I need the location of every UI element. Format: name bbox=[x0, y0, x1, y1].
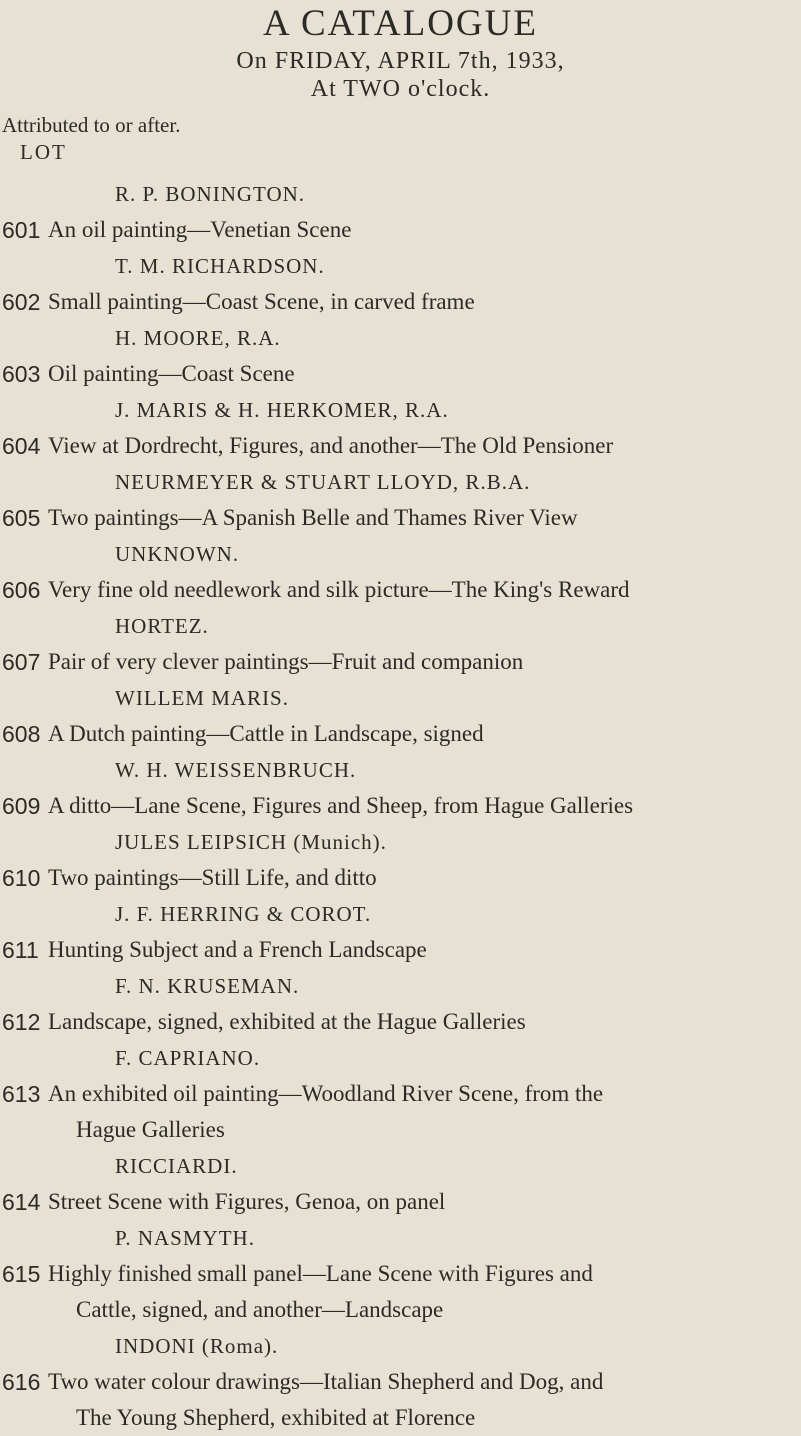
lot-entry bbox=[0, 1328, 801, 1436]
lot-number: 616 bbox=[2, 1369, 41, 1395]
lot-row bbox=[0, 1004, 801, 1040]
lot-number: 615 bbox=[2, 1261, 41, 1287]
lot-number: 602 bbox=[2, 289, 41, 315]
lot-list bbox=[0, 176, 801, 1436]
lot-column-header: LOT bbox=[20, 140, 67, 164]
lot-entry bbox=[0, 1148, 801, 1220]
lot-row bbox=[0, 428, 801, 464]
lot-artist: HORTEZ. bbox=[115, 614, 209, 638]
lot-row bbox=[0, 1184, 801, 1220]
lot-artist: J. F. HERRING & COROT. bbox=[115, 902, 372, 926]
lot-description: A ditto—Lane Scene, Figures and Sheep, from Hague Galleries bbox=[48, 793, 634, 818]
lot-row bbox=[0, 932, 801, 968]
lot-artist: R. P. BONINGTON. bbox=[115, 182, 306, 206]
lot-number: 601 bbox=[2, 217, 41, 243]
lot-row bbox=[0, 1364, 801, 1400]
lot-entry bbox=[0, 824, 801, 896]
lot-artist: INDONI (Roma). bbox=[115, 1334, 279, 1358]
lot-artist: RICCIARDI. bbox=[115, 1154, 238, 1178]
lot-entry bbox=[0, 608, 801, 680]
lot-artist: W. H. WEISSENBRUCH. bbox=[115, 758, 357, 782]
lot-description-continued: Cattle, signed, and another—Landscape bbox=[76, 1297, 444, 1322]
sale-date: On FRIDAY, APRIL 7th, 1933, bbox=[236, 48, 565, 74]
lot-artist: T. M. RICHARDSON. bbox=[115, 254, 325, 278]
lot-description: Street Scene with Figures, Genoa, on panel bbox=[48, 1189, 446, 1214]
lot-description: An exhibited oil painting—Woodland River Scene, from the bbox=[48, 1081, 604, 1106]
lot-description: Two water colour drawings—Italian Shepherd and Dog, and bbox=[48, 1369, 604, 1394]
lot-description: Landscape, signed, exhibited at the Hague Galleries bbox=[48, 1009, 526, 1034]
lot-description: An oil painting—Venetian Scene bbox=[48, 217, 352, 242]
lot-description: A Dutch painting—Cattle in Landscape, signed bbox=[48, 721, 484, 746]
lot-entry bbox=[0, 968, 801, 1040]
lot-number: 604 bbox=[2, 433, 41, 459]
attribution-note: Attributed to or after. bbox=[2, 113, 181, 137]
lot-entry bbox=[0, 1040, 801, 1148]
lot-number: 608 bbox=[2, 721, 41, 747]
lot-row bbox=[0, 500, 801, 536]
lot-description-continued: The Young Shepherd, exhibited at Florence bbox=[76, 1405, 476, 1430]
sale-time: At TWO o'clock. bbox=[310, 76, 491, 102]
lot-artist: NEURMEYER & STUART LLOYD, R.B.A. bbox=[115, 470, 531, 494]
lot-artist: WILLEM MARIS. bbox=[115, 686, 289, 710]
lot-description: Two paintings—A Spanish Belle and Thames River View bbox=[48, 505, 578, 530]
lot-entry bbox=[0, 392, 801, 464]
lot-entry bbox=[0, 176, 801, 248]
lot-entry bbox=[0, 320, 801, 392]
lot-artist: P. NASMYTH. bbox=[115, 1226, 255, 1250]
lot-row bbox=[0, 1256, 801, 1292]
lot-artist: F. CAPRIANO. bbox=[115, 1046, 261, 1070]
lot-row bbox=[0, 1076, 801, 1112]
lot-entry bbox=[0, 536, 801, 608]
lot-number: 613 bbox=[2, 1081, 41, 1107]
lot-artist: J. MARIS & H. HERKOMER, R.A. bbox=[115, 398, 449, 422]
lot-number: 605 bbox=[2, 505, 41, 531]
lot-description: Small painting—Coast Scene, in carved frame bbox=[48, 289, 475, 314]
lot-row bbox=[0, 716, 801, 752]
lot-artist: F. N. KRUSEMAN. bbox=[115, 974, 300, 998]
lot-row bbox=[0, 788, 801, 824]
catalogue-title: A CATALOGUE bbox=[263, 3, 538, 44]
lot-description: Hunting Subject and a French Landscape bbox=[48, 937, 427, 962]
lot-number: 606 bbox=[2, 577, 41, 603]
lot-number: 614 bbox=[2, 1189, 41, 1215]
lot-entry bbox=[0, 1220, 801, 1328]
lot-row bbox=[0, 284, 801, 320]
lot-entry bbox=[0, 896, 801, 968]
lot-description: Highly finished small panel—Lane Scene with Figures and bbox=[48, 1261, 593, 1286]
lot-row bbox=[0, 644, 801, 680]
lot-row bbox=[0, 212, 801, 248]
lot-number: 607 bbox=[2, 649, 41, 675]
lot-entry bbox=[0, 680, 801, 752]
lot-row bbox=[0, 356, 801, 392]
lot-description: Very fine old needlework and silk picture—The King's Reward bbox=[48, 577, 630, 602]
lot-description: Pair of very clever paintings—Fruit and companion bbox=[48, 649, 524, 674]
lot-description: View at Dordrecht, Figures, and another—The Old Pensioner bbox=[48, 433, 614, 458]
lot-entry bbox=[0, 248, 801, 320]
lot-number: 610 bbox=[2, 865, 41, 891]
lot-number: 612 bbox=[2, 1009, 41, 1035]
lot-artist: UNKNOWN. bbox=[115, 542, 240, 566]
lot-artist: JULES LEIPSICH (Munich). bbox=[115, 830, 387, 854]
lot-artist: H. MOORE, R.A. bbox=[115, 326, 281, 350]
lot-description: Oil painting—Coast Scene bbox=[48, 361, 295, 386]
lot-row bbox=[0, 572, 801, 608]
lot-entry bbox=[0, 752, 801, 824]
lot-row bbox=[0, 860, 801, 896]
lot-description-continued: Hague Galleries bbox=[76, 1117, 225, 1142]
lot-description: Two paintings—Still Life, and ditto bbox=[48, 865, 377, 890]
lot-number: 611 bbox=[2, 937, 39, 963]
lot-number: 609 bbox=[2, 793, 41, 819]
lot-entry bbox=[0, 464, 801, 536]
lot-number: 603 bbox=[2, 361, 41, 387]
